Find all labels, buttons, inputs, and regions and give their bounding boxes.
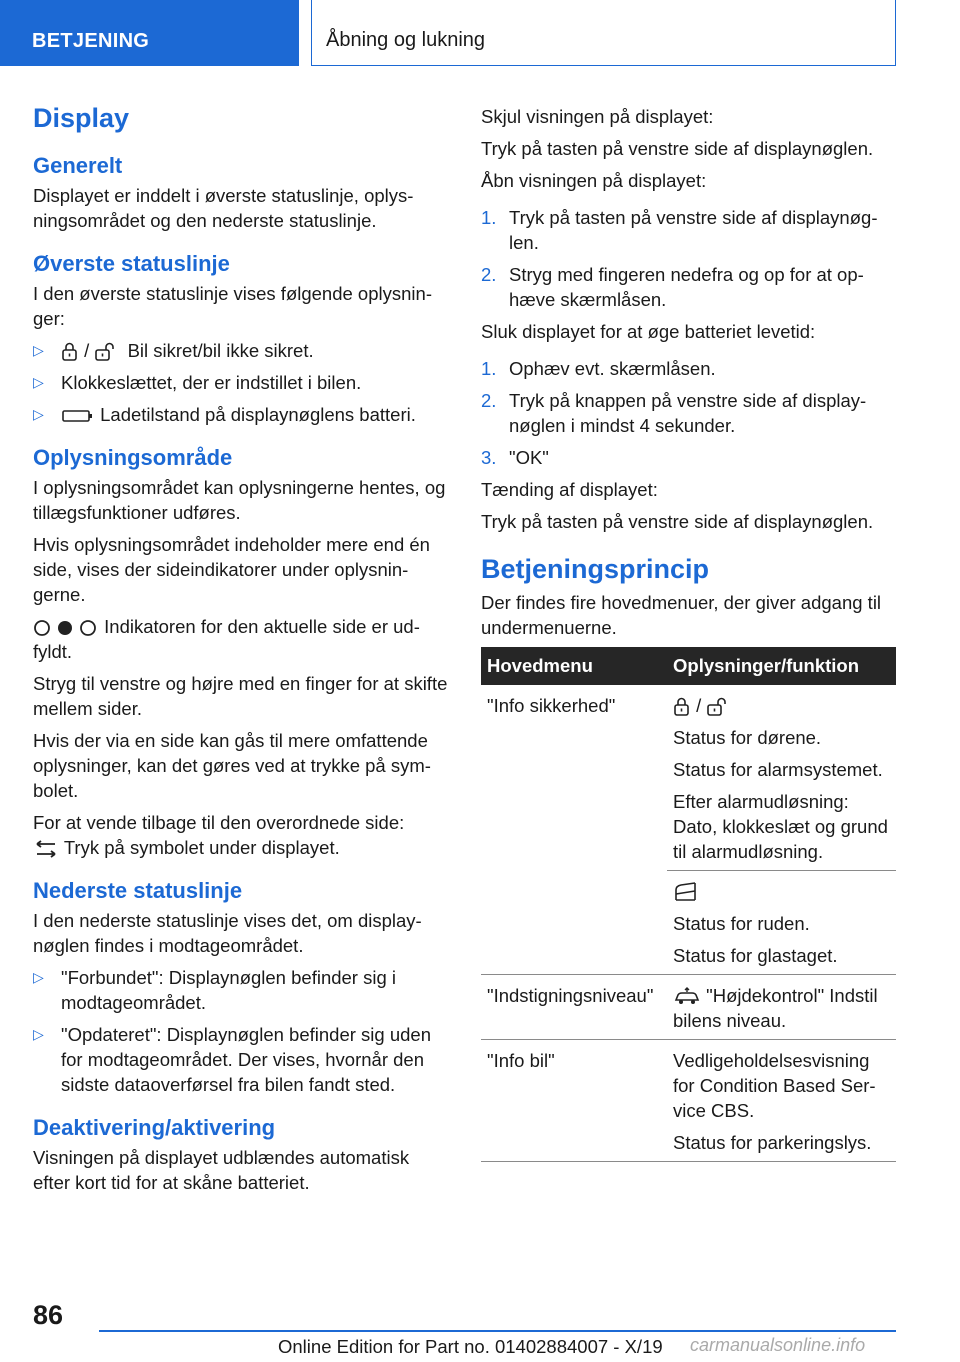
list-item-text: Stryg med fingeren nedefra og op for at ophæve skærmlåsen. — [509, 264, 864, 310]
section-overste — [33, 250, 448, 427]
cell-text: Status for dørene. — [673, 727, 822, 748]
cell-text: Efter alarmudløsning: Dato, klokkeslæt og grund til alarmudløsning. — [673, 791, 888, 862]
section-generelt — [33, 152, 448, 233]
edition-text: Online Edition for Part no. 01402884007 - X/19 — [278, 1336, 663, 1357]
battery-icon — [61, 408, 95, 424]
page-header — [0, 0, 960, 66]
step-number: 2. — [481, 390, 497, 411]
heading-nederste: Nederste statuslinje — [33, 878, 243, 903]
paragraph: Skjul visningen på displayet: — [481, 106, 714, 127]
column-header: Oplysninger/funktion — [667, 647, 896, 685]
table-row — [481, 685, 896, 871]
list-item-text: Klokkeslættet, der er indstillet i bilen. — [61, 372, 362, 393]
window-icon — [673, 882, 699, 904]
lock-closed-icon — [673, 697, 691, 717]
list-item — [481, 356, 896, 381]
footer-divider — [99, 1330, 896, 1332]
heading-overste: Øverste statuslinje — [33, 251, 230, 276]
paragraph: Tænding af displayet: — [481, 479, 658, 500]
table-header-row — [481, 647, 896, 685]
steps-off-list — [481, 356, 896, 470]
cell-text: Status for ruden. — [673, 913, 810, 935]
page-indicator-icon — [33, 618, 99, 638]
paragraph: Stryg til venstre og højre med en finger for at skifte mellem sider. — [33, 673, 448, 719]
step-number: 1. — [481, 207, 497, 228]
menu-name: "Info sikkerhed" — [487, 695, 616, 716]
paragraph: Der findes fire hovedmenuer, der giver adgang til undermenuerne. — [481, 592, 882, 638]
triangle-bullet-icon: ▷ — [33, 406, 44, 422]
table-cell — [667, 975, 896, 1040]
cell-text: Status for glastaget. — [673, 945, 838, 967]
table-cell — [667, 871, 896, 975]
paragraph — [33, 835, 448, 860]
paragraph: Åbn visningen på displayet: — [481, 170, 707, 191]
paragraph: Tryk på tasten på venstre side af displaynøglen. — [481, 138, 874, 159]
icon-line — [673, 879, 890, 904]
paragraph: Sluk displayet for at øge batteriet levetid: — [481, 321, 816, 342]
table-cell — [481, 685, 667, 975]
heading-princip: Betjeningsprincip — [481, 554, 710, 584]
paragraph: Visningen på displayet udblændes automatisk efter kort tid for at skåne batteriet. — [33, 1147, 410, 1193]
list-item — [481, 388, 896, 438]
triangle-bullet-icon: ▷ — [33, 342, 44, 358]
chapter-tab — [311, 0, 896, 66]
icon-line — [673, 693, 890, 718]
list-item-text: "Forbundet": Displaynøglen befinder sig i modtageområdet. — [61, 967, 397, 1013]
step-number: 1. — [481, 358, 497, 379]
paragraph: I den nederste statuslinje vises det, om displaynøglen findes i modtageområdet. — [33, 910, 422, 956]
section-title: BETJENING — [32, 30, 150, 52]
menu-name: "Info bil" — [487, 1050, 555, 1072]
section-tab — [0, 0, 299, 66]
menu-table — [481, 647, 896, 1162]
heading-oplys: Oplysningsområde — [33, 445, 233, 470]
heading-generelt: Generelt — [33, 153, 123, 178]
table-cell — [667, 685, 896, 871]
paragraph: For at vende tilbage til den overordnede side: — [33, 812, 405, 833]
list-item-text: Tryk på knappen på venstre side af displaynøglen i mindst 4 sekunder. — [509, 390, 867, 436]
section-oplys — [33, 444, 448, 860]
left-column — [33, 100, 448, 1212]
steps-open-list — [481, 205, 896, 312]
list-item-text: Ophæv evt. skærmlåsen. — [509, 358, 716, 379]
cell-text: "Højdekontrol" Indstil bilens niveau. — [673, 985, 878, 1032]
paragraph-text: Tryk på symbolet under displayet. — [63, 837, 340, 858]
watermark: carmanualsonline.info — [690, 1335, 866, 1355]
page-number: 86 — [33, 1300, 64, 1330]
list-item — [481, 205, 896, 255]
paragraph: Hvis oplysningsområdet indeholder mere end én side, vises der sideindikatorer under oplysningerne. — [33, 534, 430, 605]
list-item — [481, 445, 896, 470]
section-deakt — [33, 1114, 448, 1195]
cell-text: Status for alarmsystemet. — [673, 759, 883, 780]
lock-closed-icon — [61, 342, 79, 362]
chapter-title: Åbning og lukning — [326, 29, 486, 51]
paragraph — [33, 614, 448, 664]
car-height-icon — [673, 987, 701, 1007]
step-number: 2. — [481, 264, 497, 285]
nederste-list — [33, 965, 448, 1097]
heading-display: Display — [33, 103, 130, 133]
table-cell — [481, 975, 667, 1040]
table-row — [481, 1040, 896, 1162]
list-item-text: "Opdateret": Displaynøglen befinder sig uden for modtageområdet. Der vises, hvornår den sidste dataoverførsel fra bilen fandt sted. — [61, 1024, 431, 1095]
paragraph: Displayet er inddelt i øverste statuslinje, oplysningsområdet og den nederste statuslinje. — [33, 185, 414, 231]
list-item — [33, 338, 448, 363]
list-item — [33, 402, 448, 427]
right-column — [481, 104, 896, 1162]
slash-text: / — [84, 340, 90, 361]
slash-text: / — [696, 695, 702, 716]
table-row — [481, 975, 896, 1040]
list-item-text: Tryk på tasten på venstre side af displaynøglen. — [509, 207, 878, 253]
overste-list — [33, 338, 448, 427]
paragraph: Tryk på tasten på venstre side af displaynøglen. — [481, 511, 874, 532]
list-item — [33, 370, 448, 395]
paragraph: I den øverste statuslinje vises følgende oplysninger: — [33, 283, 432, 329]
paragraph: I oplysningsområdet kan oplysningerne hentes, og tillægsfunktioner udføres. — [33, 477, 446, 523]
list-item — [33, 1022, 448, 1097]
paragraph: Hvis der via en side kan gås til mere omfattende oplysninger, kan det gøres ved at trykke på symbolet. — [33, 730, 431, 801]
list-item-text: Bil sikret/bil ikke sikret. — [127, 340, 314, 361]
list-item — [33, 965, 448, 1015]
table-cell — [481, 1040, 667, 1162]
table-cell — [667, 1040, 896, 1162]
section-nederste — [33, 877, 448, 1097]
list-item-text: "OK" — [509, 447, 549, 468]
menu-name: "Indstigningsniveau" — [487, 985, 654, 1007]
paragraph-text: Indikatoren for den aktuelle side er udfyldt. — [33, 616, 420, 662]
lock-open-icon — [94, 342, 122, 362]
triangle-bullet-icon: ▷ — [33, 1026, 44, 1042]
heading-deakt: Deaktivering/aktivering — [33, 1115, 276, 1140]
lock-open-icon — [706, 697, 734, 717]
list-item-text: Ladetilstand på displaynøglens batteri. — [100, 404, 416, 425]
cell-text: Status for parkeringslys. — [673, 1132, 872, 1154]
step-number: 3. — [481, 447, 497, 468]
list-item — [481, 262, 896, 312]
triangle-bullet-icon: ▷ — [33, 969, 44, 985]
cell-text: Vedligeholdelsesvisning for Condition Based Service CBS. — [673, 1050, 876, 1122]
triangle-bullet-icon: ▷ — [33, 374, 44, 390]
column-header: Hovedmenu — [481, 647, 667, 685]
back-arrow-icon — [33, 840, 59, 858]
